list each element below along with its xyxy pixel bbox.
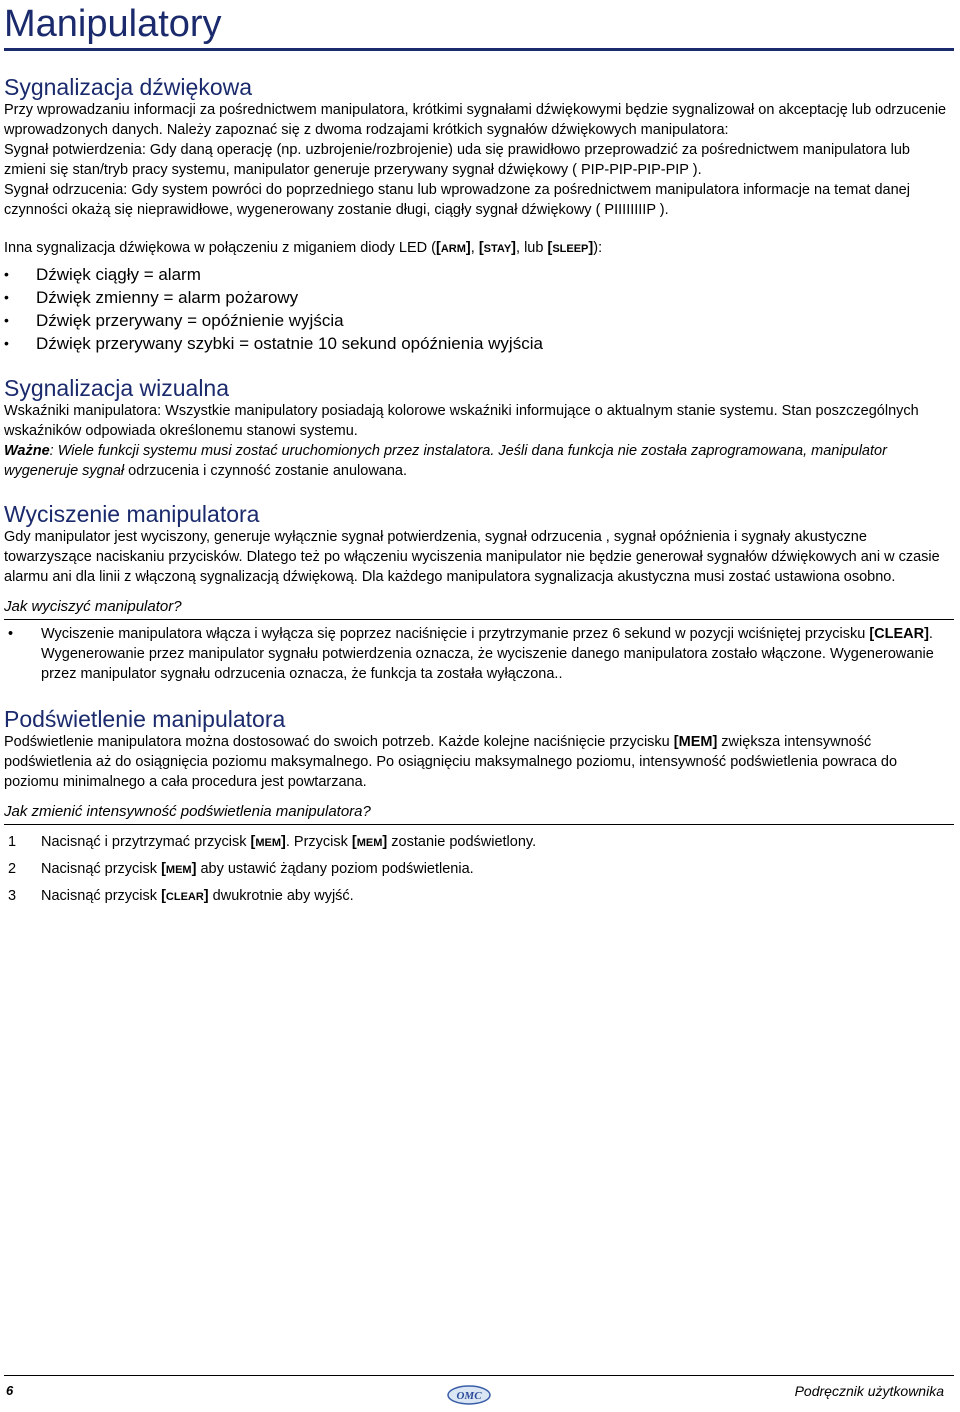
document-page — [4, 0, 954, 910]
led-signal-intro: Inna sygnalizacja dźwiękowa w połączeniu z miganiem diody LED ([ARM], [STAY], lub [SLEEP]): — [4, 240, 603, 256]
divider — [4, 619, 954, 620]
svg-text:OMC: OMC — [456, 1390, 482, 1402]
led-signal-list — [4, 263, 954, 355]
backlight-paragraph: Podświetlenie manipulatora można dostosować do swoich potrzeb. Każde kolejne naciśnięcie przycisku [MEM] zwiększa intensywność podświetlenia aż do osiągnięcia poziomu maksymalnego. Po osiągnięciu maksymalnego poziomu, intensywność podświetlenia powraca do poziomu minimalnego a cała procedura jest powtarzana. — [4, 734, 898, 790]
sound-intro-paragraph: Przy wprowadzaniu informacji za pośrednictwem manipulatora, krótkimi sygnałami dźwiękowymi będzie sygnalizował on akceptację lub odrzucenie wprowadzonych danych. Należy zapoznać się z dwoma rodzajami krótkich sygnałów dźwiękowych manipulatora: — [4, 102, 947, 138]
document-title: Podręcznik użytkownika — [794, 1383, 944, 1399]
heading-keypad-mute: Wyciszenie manipulatora — [4, 501, 260, 527]
step-item: 1 Nacisnąć i przytrzymać przycisk [MEM]. Przycisk [MEM] zostanie podświetlony. — [8, 834, 537, 850]
mute-paragraph: Gdy manipulator jest wyciszony, generuje wyłącznie sygnał potwierdzenia, sygnał odrzucenia , sygnał opóźnienia i sygnały akustyczne towarzyszące naciskaniu przycisków. Dlatego też po włączeniu wyciszenia manipulator nie będzie generował sygnałów dźwiękowych ani w czasie alarmu ani dla linii z włączoną sygnalizacją dźwiękową. Dla każdego manipulatora sygnalizacja akustyczna musi zostać ustawiona osobno. — [4, 529, 940, 585]
important-note: Ważne: Wiele funkcji systemu musi zostać uruchomionych przez instalatora. Jeśli dana funkcja nie została zaprogramowana, manipulator wygeneruje sygnał odrzucenia i czynność zostanie anulowana. — [4, 443, 887, 479]
divider — [4, 824, 954, 825]
confirm-signal-paragraph: Sygnał potwierdzenia: Gdy daną operację (np. uzbrojenie/rozbrojenie) uda się prawidłowo przeprowadzić za pośrednictwem manipulatora lub zmieni się stan/tryb pracy systemu, manipulator generuje przerywany sygnał dźwiękowy ( PIP-PIP-PIP-PIP ). — [4, 142, 910, 178]
list-item: • Dźwięk ciągły = alarm — [4, 265, 201, 284]
reject-signal-paragraph: Sygnał odrzucenia: Gdy system powróci do poprzedniego stanu lub wprowadzone za pośrednictwem manipulatora informacje na temat danej czynności okażą się nieprawidłowe, wygenerowany zostanie długi, ciągły sygnał dźwiękowy ( PIIIIIIIIP ). — [4, 182, 910, 218]
backlight-steps — [4, 829, 954, 910]
heading-sound-signals: Sygnalizacja dźwiękowa — [4, 74, 253, 100]
page-title: Manipulatory — [4, 0, 954, 51]
step-item: 2 Nacisnąć przycisk [MEM] aby ustawić żądany poziom podświetlenia. — [8, 861, 474, 877]
indicators-paragraph: Wskaźniki manipulatora: Wszystkie manipulatory posiadają kolorowe wskaźniki informujące o aktualnym stanie systemu. Stan poszczególnych wskaźników odpowiada określonemu stanowi systemu. — [4, 403, 919, 439]
heading-backlight: Podświetlenie manipulatora — [4, 706, 286, 732]
list-item: • Dźwięk zmienny = alarm pożarowy — [4, 288, 299, 307]
backlight-question: Jak zmienić intensywność podświetlenia manipulatora? — [4, 803, 371, 820]
list-item: • Dźwięk przerywany szybki = ostatnie 10 sekund opóźnienia wyjścia — [4, 334, 543, 353]
heading-visual-signals: Sygnalizacja wizualna — [4, 375, 230, 401]
page-number: 6 — [6, 1383, 14, 1398]
omc-logo — [446, 1384, 492, 1406]
step-item: 3 Nacisnąć przycisk [CLEAR] dwukrotnie aby wyjść. — [8, 888, 354, 904]
footer-rule — [4, 1375, 954, 1376]
list-item: • Wyciszenie manipulatora włącza i wyłącza się poprzez naciśnięcie i przytrzymanie przez 6 sekund w pozycji wciśniętej przycisku [CLEAR]. Wygenerowanie przez manipulator sygnału potwierdzenia oznacza, że wyciszenie danego manipulatora zostało włączone. Wygenerowanie przez manipulator sygnału odrzucenia oznacza, że funkcja ta została wyłączona.. — [8, 626, 934, 682]
mute-question: Jak wyciszyć manipulator? — [4, 598, 182, 615]
mute-instructions — [4, 624, 954, 684]
list-item: • Dźwięk przerywany = opóźnienie wyjścia — [4, 311, 344, 330]
